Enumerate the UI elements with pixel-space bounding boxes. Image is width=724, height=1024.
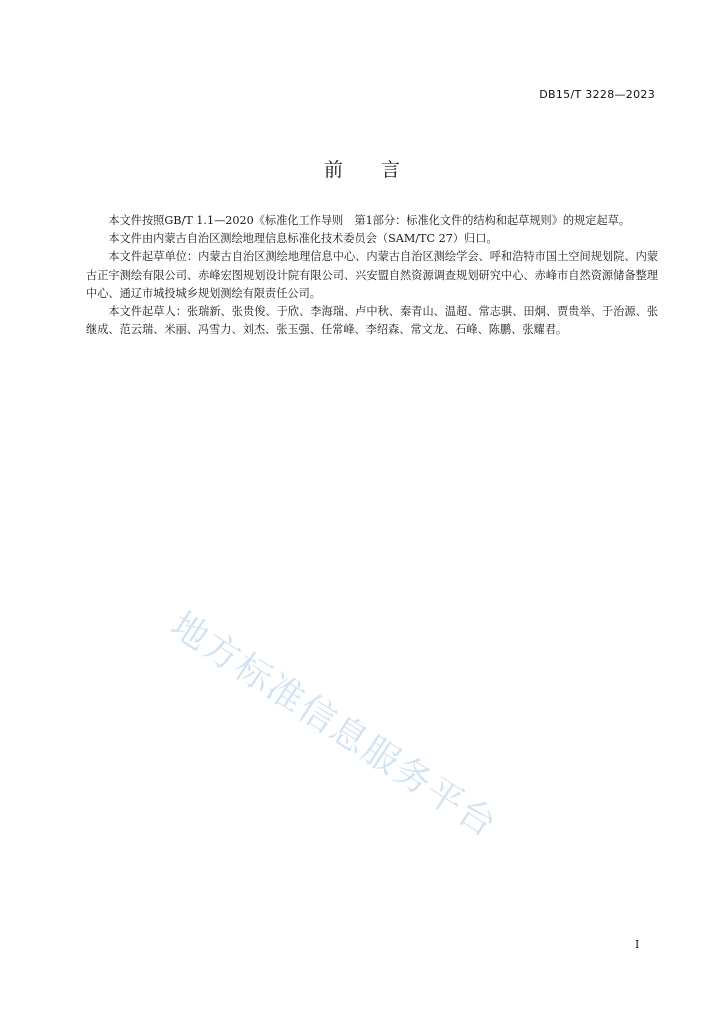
paragraph-committee: 本文件由内蒙古自治区测绘地理信息标准化技术委员会（SAM/TC 27）归口。 [108,232,498,246]
watermark: 地方标准信息服务平台 [163,604,505,847]
document-code: DB15/T 3228—2023 [539,88,655,101]
page-title: 前言 [323,159,438,181]
foreword-body [86,212,658,339]
paragraph-drafting-units: 本文件起草单位：内蒙古自治区测绘地理信息中心、内蒙古自治区测绘学会、呼和浩特市国土空间规划院、内蒙古正宇测绘有限公司、赤峰宏图规划设计院有限公司、兴安盟自然资源调查规划研究中心、赤峰市自然资源储备整理中心、通辽市城投城乡规划测绘有限责任公司。 [86,250,658,300]
paragraph-drafters: 本文件起草人：张瑞新、张贵俊、于欣、李海瑞、卢中秋、秦青山、温超、常志骐、田炯、贾贵举、于治源、张继成、范云瑞、米丽、冯雪力、刘杰、张玉强、任常峰、李绍森、常文龙、石峰、陈鹏、张耀君。 [86,305,658,337]
page-number: I [635,938,640,951]
paragraph-drafting-rules: 本文件按照GB/T 1.1—2020《标准化工作导则 第1部分：标准化文件的结构和起草规则》的规定起草。 [108,214,631,227]
